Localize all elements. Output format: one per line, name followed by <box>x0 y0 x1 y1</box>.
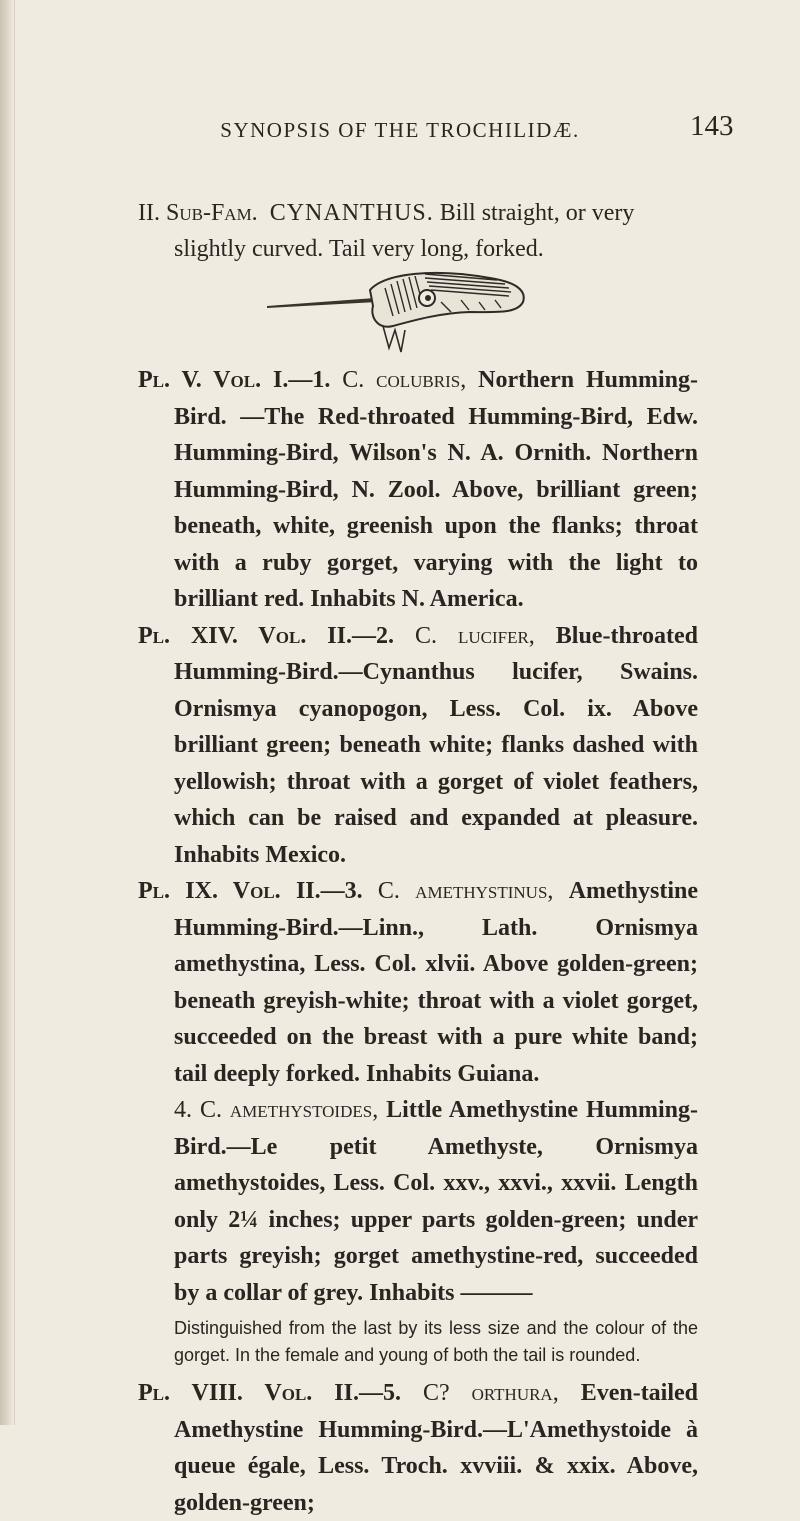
diagnosis-line-2: slightly curved. Tail very long, forked. <box>174 236 544 262</box>
footnote-amethystoides: Distinguished from the last by its less size and the colour of the gorget. In the female and young of both the tail is rounded. <box>174 1318 698 1365</box>
page-number: 143 <box>690 110 734 142</box>
species-name: C. lucifer, <box>414 622 535 649</box>
subfamily-rank: Sub-Fam. <box>165 200 258 226</box>
running-head: SYNOPSIS OF THE TROCHILIDÆ. <box>220 118 580 142</box>
species-name: C. amethystinus, <box>377 878 554 904</box>
entry-number: 4. <box>174 1097 192 1123</box>
species-description: Northern Humming-Bird. —The Red-throated Humming-Bird, Edw. Humming-Bird, Wilson's N. A. Ornith. Northern Humming-Bird, N. Zool. Above, brilliant green; beneath, white, greenish upon the flanks; throat with a ruby gorget, varying with the light to brilliant red. Inhabits N. America. <box>174 367 699 612</box>
species-name: C. amethystoides, <box>199 1097 379 1123</box>
species-description: Little Amethystine Humming-Bird.—Le petit Amethyste, Ornismya amethystoides, Less. Col. xxv., xxvi., xxvii. Length only 2¼ inches; upper parts golden-green; under parts greyish; gorget amethystine-red, succeeded by a collar of grey. Inhabits ——— <box>174 1097 699 1306</box>
genus-name: CYNANTHUS. <box>269 200 434 226</box>
hummingbird-bill-icon <box>265 268 535 360</box>
species-name: C. colubris, <box>342 367 467 393</box>
subfamily-heading <box>138 195 698 267</box>
plate-reference: Pl. IX. Vol. II.—3. <box>138 878 363 904</box>
species-description: Amethystine Humming-Bird.—Linn., Lath. Ornismya amethystina, Less. Col. xlvii. Above golden-green; beneath greyish-white; throat with a violet gorget, succeeded on the breast with a pure white band; tail deeply forked. Inhabits Guiana. <box>174 878 699 1087</box>
subfamily-number: II. <box>138 200 160 226</box>
diagnosis-line-1: Bill straight, or very <box>439 200 635 226</box>
species-list <box>138 362 698 1521</box>
species-entry-amethystinus <box>138 873 698 1092</box>
species-description: Even-tailed Amethystine Humming-Bird.—L'Amethystoide à queue égale, Less. Troch. xvviii. & xxix. Above, golden-green; <box>174 1380 699 1516</box>
species-entry-orthura <box>138 1375 698 1521</box>
species-name: C? orthura, <box>422 1380 559 1406</box>
plate-reference: Pl. XIV. Vol. II.—2. <box>138 622 394 649</box>
species-description: Blue-throated Humming-Bird.—Cynanthus lucifer, Swains. Ornismya cyanopogon, Less. Col. ix. Above brilliant green; beneath white; flanks dashed with yellowish; throat with a gorget of violet feathers, which can be raised and expanded at pleasure. Inhabits Mexico. <box>174 622 698 868</box>
species-entry-colubris <box>138 362 698 618</box>
species-entry-lucifer <box>138 618 698 874</box>
plate-reference: Pl. V. Vol. I.—1. <box>138 367 331 393</box>
species-entry-amethystoides <box>138 1092 698 1311</box>
plate-reference: Pl. VIII. Vol. II.—5. <box>138 1380 401 1406</box>
